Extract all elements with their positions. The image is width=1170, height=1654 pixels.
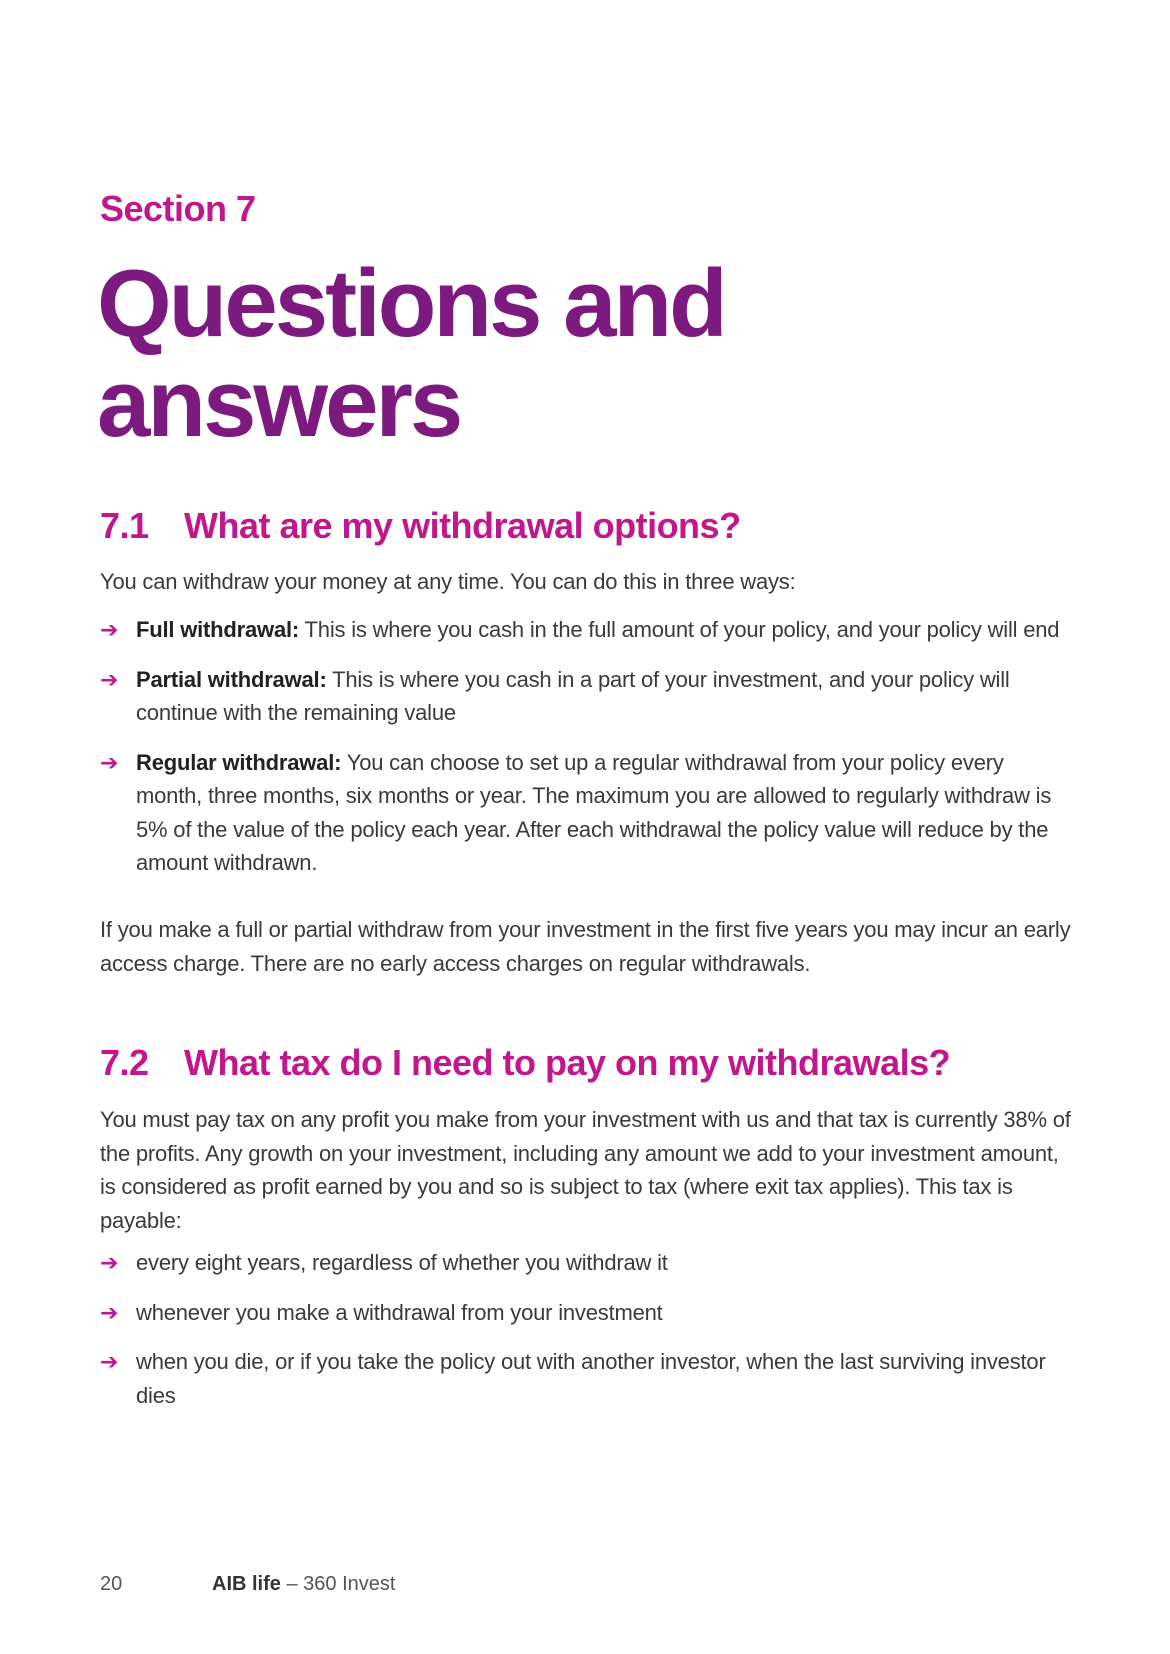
list-item-text: whenever you make a withdrawal from your investment xyxy=(136,1299,663,1325)
list-item-text: You can choose to set up a regular withdrawal from your policy every month, three months, six months or year. The maximum you are allowed to regularly withdraw is 5% of the value of the policy each year. After each withdrawal the policy value will reduce by the amount withdrawn. xyxy=(136,749,1052,875)
s71-intro: You can withdraw your money at any time. You can do this in three ways: xyxy=(100,569,796,594)
heading-7-1-number: 7.1 xyxy=(100,505,149,546)
list-item xyxy=(100,1296,1075,1330)
arrow-right-icon: ➔ xyxy=(100,1299,119,1325)
arrow-right-icon: ➔ xyxy=(100,1349,119,1374)
s72-tax-payable-list xyxy=(100,1246,1075,1428)
list-item xyxy=(100,663,1075,730)
heading-7-2-number: 7.2 xyxy=(100,1042,149,1083)
list-item xyxy=(100,613,1075,647)
document-page xyxy=(97,0,1075,1654)
heading-7-2 xyxy=(100,1042,950,1084)
arrow-right-icon: ➔ xyxy=(100,617,119,642)
arrow-right-icon: ➔ xyxy=(100,666,119,692)
footer-product: – 360 Invest xyxy=(280,1573,396,1595)
page-title-line-1: Questions and xyxy=(97,250,725,357)
list-item-bold: Full withdrawal: xyxy=(136,617,300,642)
arrow-right-icon: ➔ xyxy=(100,1250,119,1275)
list-item-bold: Regular withdrawal: xyxy=(136,749,342,775)
heading-7-1-text: What are my withdrawal options? xyxy=(184,505,741,546)
section-label: Section 7 xyxy=(100,188,256,229)
page-number: 20 xyxy=(100,1573,123,1595)
arrow-right-icon: ➔ xyxy=(100,749,119,775)
heading-7-2-text: What tax do I need to pay on my withdrawals? xyxy=(184,1042,951,1083)
s71-outro: If you make a full or partial withdraw from your investment in the first five years you may incur an early access charge. There are no early access charges on regular withdrawals. xyxy=(100,917,1071,976)
list-item-text: when you die, or if you take the policy out with another investor, when the last surviving investor dies xyxy=(136,1349,1046,1408)
list-item xyxy=(100,746,1075,880)
page-title-line-2: answers xyxy=(97,350,461,457)
s71-withdrawal-options-list xyxy=(100,613,1075,896)
list-item xyxy=(100,1246,1075,1280)
list-item-bold: Partial withdrawal: xyxy=(136,666,327,692)
list-item-text: This is where you cash in the full amount of your policy, and your policy will end xyxy=(299,617,1060,642)
list-item-text: every eight years, regardless of whether you withdraw it xyxy=(136,1250,668,1275)
heading-7-1 xyxy=(100,505,741,547)
list-item xyxy=(100,1345,1075,1412)
s72-intro: You must pay tax on any profit you make from your investment with us and that tax is currently 38% of the profits. Any growth on your investment, including any amount we add to your investment amount, is considered as profit earned by you and so is subject to tax (where exit tax applies). This tax is payable: xyxy=(100,1107,1071,1233)
footer-brand: AIB life xyxy=(212,1573,281,1595)
page-title xyxy=(97,250,725,457)
page-footer xyxy=(100,1573,395,1596)
list-item-text: This is where you cash in a part of your investment, and your policy will continue with the remaining value xyxy=(136,666,1010,725)
